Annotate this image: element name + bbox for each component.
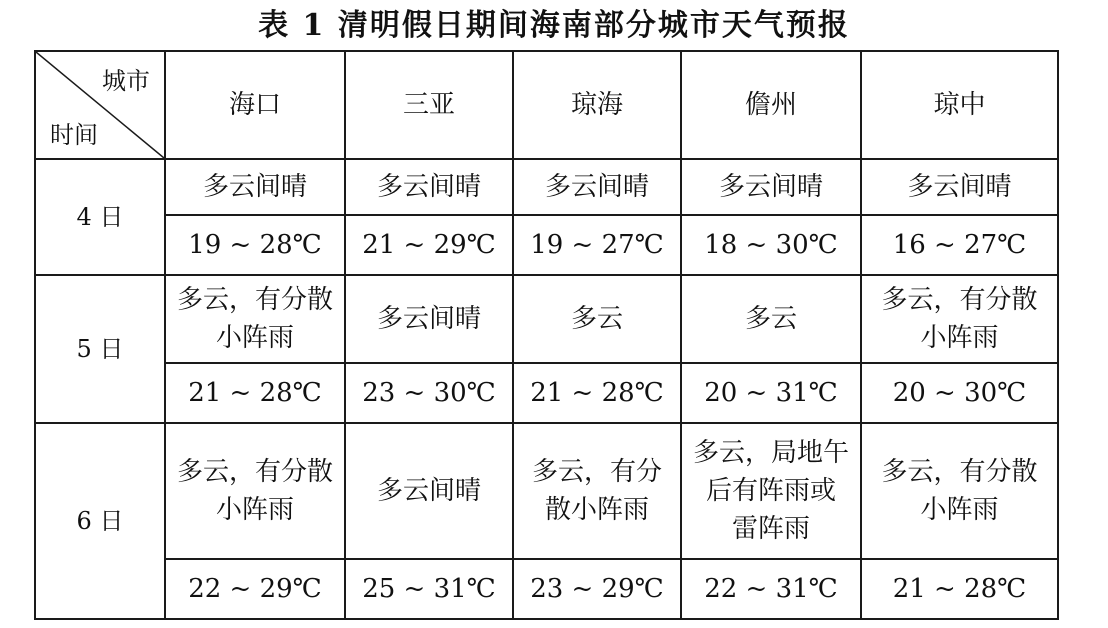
day4-temp-row	[35, 215, 1058, 275]
weather-cell: 多云间晴	[681, 159, 861, 215]
weather-cell	[165, 275, 345, 363]
weather-line: 后有阵雨或	[705, 476, 836, 506]
temp-cell: 23 ~ 30℃	[345, 363, 513, 423]
weather-forecast-table	[34, 50, 1059, 620]
weather-line: 多云，有分散	[176, 457, 333, 487]
weather-line: 小阵雨	[920, 323, 999, 353]
day4-weather-row	[35, 159, 1058, 215]
weather-line: 多云间晴	[376, 304, 481, 334]
corner-header-cell	[35, 51, 165, 159]
weather-cell	[861, 423, 1058, 559]
table-title: 表 1 清明假日期间海南部分城市天气预报	[258, 8, 850, 43]
temp-cell: 25 ~ 31℃	[345, 559, 513, 619]
weather-cell	[345, 275, 513, 363]
city-header-danzhou: 儋州	[681, 51, 861, 159]
weather-cell: 多云间晴	[345, 159, 513, 215]
weather-line: 小阵雨	[920, 495, 999, 525]
city-header-qiongzhong: 琼中	[861, 51, 1058, 159]
temp-cell: 22 ~ 31℃	[681, 559, 861, 619]
city-header-haikou: 海口	[165, 51, 345, 159]
weather-line: 雷阵雨	[731, 514, 810, 544]
temp-cell: 18 ~ 30℃	[681, 215, 861, 275]
weather-line: 多云间晴	[376, 476, 481, 506]
temp-cell: 23 ~ 29℃	[513, 559, 681, 619]
weather-line: 多云	[744, 304, 797, 334]
day-label-4: 4 日	[35, 159, 165, 275]
temp-cell: 20 ~ 31℃	[681, 363, 861, 423]
day6-weather-row	[35, 423, 1058, 559]
city-header-qionghai: 琼海	[513, 51, 681, 159]
weather-line: 散小阵雨	[544, 495, 649, 525]
day6-temp-row	[35, 559, 1058, 619]
header-row	[35, 51, 1058, 159]
weather-line: 多云，有分	[531, 457, 662, 487]
corner-time-label: 时间	[50, 121, 98, 149]
weather-cell	[681, 423, 861, 559]
temp-cell: 21 ~ 29℃	[345, 215, 513, 275]
weather-cell	[861, 275, 1058, 363]
day-label-6: 6 日	[35, 423, 165, 619]
weather-cell: 多云间晴	[513, 159, 681, 215]
weather-line: 多云，有分散	[176, 285, 333, 315]
day-label-5: 5 日	[35, 275, 165, 423]
temp-cell: 19 ~ 28℃	[165, 215, 345, 275]
temp-cell: 21 ~ 28℃	[513, 363, 681, 423]
weather-cell: 多云间晴	[165, 159, 345, 215]
weather-line: 多云，有分散	[881, 457, 1038, 487]
city-header-sanya: 三亚	[345, 51, 513, 159]
temp-cell: 20 ~ 30℃	[861, 363, 1058, 423]
temp-cell: 21 ~ 28℃	[165, 363, 345, 423]
weather-cell: 多云间晴	[861, 159, 1058, 215]
weather-cell	[165, 423, 345, 559]
weather-line: 多云	[570, 304, 623, 334]
weather-cell	[513, 423, 681, 559]
day5-weather-row	[35, 275, 1058, 363]
temp-cell: 16 ~ 27℃	[861, 215, 1058, 275]
weather-cell	[513, 275, 681, 363]
temp-cell: 22 ~ 29℃	[165, 559, 345, 619]
weather-line: 小阵雨	[215, 323, 294, 353]
weather-cell	[345, 423, 513, 559]
weather-line: 多云，局地午	[692, 438, 849, 468]
temp-cell: 21 ~ 28℃	[861, 559, 1058, 619]
day5-temp-row	[35, 363, 1058, 423]
temp-cell: 19 ~ 27℃	[513, 215, 681, 275]
weather-line: 多云，有分散	[881, 285, 1038, 315]
weather-line: 小阵雨	[215, 495, 294, 525]
corner-city-label: 城市	[102, 67, 150, 95]
weather-cell	[681, 275, 861, 363]
